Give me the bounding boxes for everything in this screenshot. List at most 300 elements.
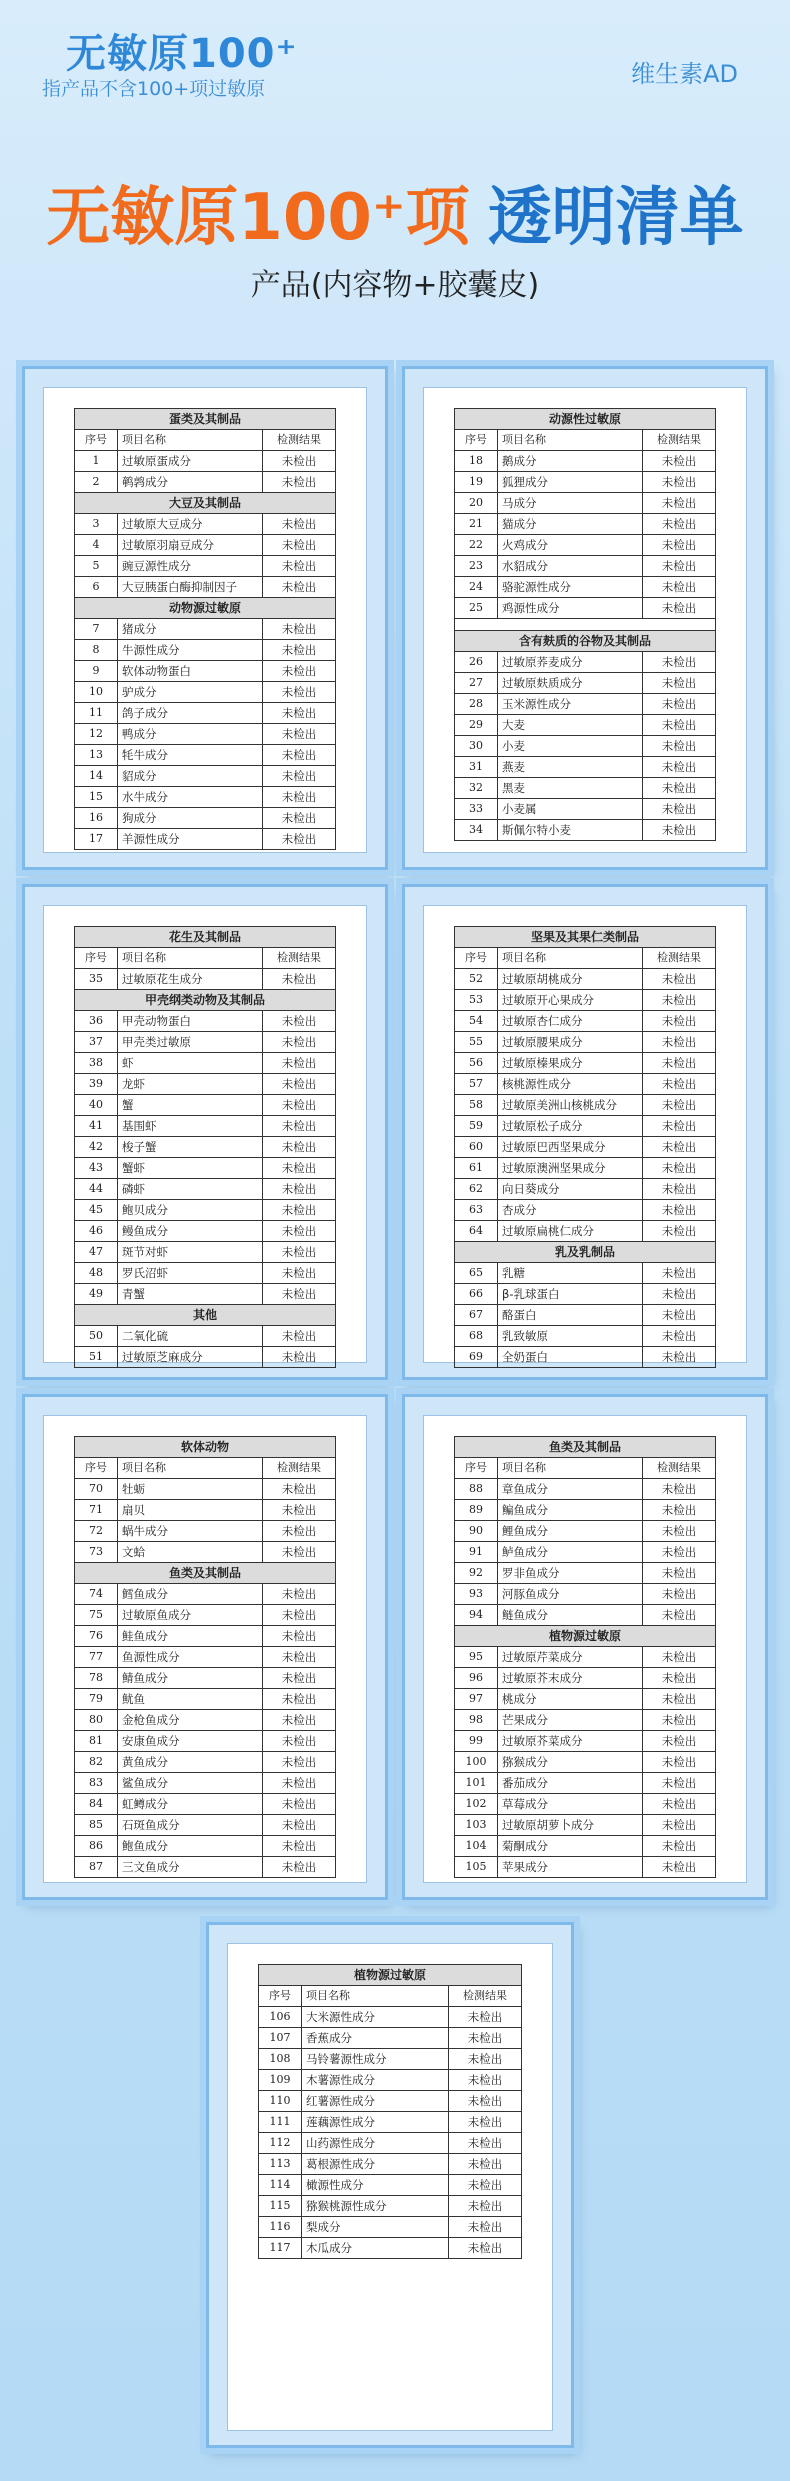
item-number: 96 bbox=[455, 1668, 498, 1689]
item-number: 52 bbox=[455, 969, 498, 990]
item-name: 鲨鱼成分 bbox=[118, 1773, 263, 1794]
item-result: 未检出 bbox=[643, 652, 716, 673]
table-row bbox=[259, 2133, 522, 2154]
item-result: 未检出 bbox=[643, 1710, 716, 1731]
item-number: 11 bbox=[75, 703, 118, 724]
item-number: 112 bbox=[259, 2133, 302, 2154]
table-row bbox=[259, 2091, 522, 2112]
item-number: 54 bbox=[455, 1011, 498, 1032]
column-header-name: 项目名称 bbox=[498, 430, 643, 451]
item-result: 未检出 bbox=[643, 514, 716, 535]
item-name: 过敏原开心果成分 bbox=[498, 990, 643, 1011]
section-header bbox=[75, 990, 336, 1011]
section-title: 鱼类及其制品 bbox=[455, 1437, 716, 1458]
table-row bbox=[75, 535, 336, 556]
item-number: 31 bbox=[455, 757, 498, 778]
item-number: 13 bbox=[75, 745, 118, 766]
item-name: 虹鳟成分 bbox=[118, 1794, 263, 1815]
allergen-table bbox=[258, 1964, 522, 2259]
table-row bbox=[455, 1773, 716, 1794]
item-name: 驴成分 bbox=[118, 682, 263, 703]
item-name: 过敏原荞麦成分 bbox=[498, 652, 643, 673]
item-result: 未检出 bbox=[263, 1074, 336, 1095]
table-row bbox=[75, 661, 336, 682]
item-result: 未检出 bbox=[643, 1500, 716, 1521]
table-row bbox=[455, 1542, 716, 1563]
table-row bbox=[75, 1626, 336, 1647]
item-number: 116 bbox=[259, 2217, 302, 2238]
panel-7 bbox=[206, 1922, 574, 2448]
section-title: 植物源过敏原 bbox=[259, 1965, 522, 1986]
item-result: 未检出 bbox=[643, 1011, 716, 1032]
item-name: 骆驼源性成分 bbox=[498, 577, 643, 598]
item-number: 100 bbox=[455, 1752, 498, 1773]
item-name: 大豆胰蛋白酶抑制因子 bbox=[118, 577, 263, 598]
item-number: 72 bbox=[75, 1521, 118, 1542]
item-result: 未检出 bbox=[263, 829, 336, 850]
item-name: 玉米源性成分 bbox=[498, 694, 643, 715]
panel-2 bbox=[402, 366, 768, 870]
table-row bbox=[75, 829, 336, 850]
item-name: 龙虾 bbox=[118, 1074, 263, 1095]
item-name: 过敏原榛果成分 bbox=[498, 1053, 643, 1074]
item-name: 过敏原澳洲坚果成分 bbox=[498, 1158, 643, 1179]
table-row bbox=[455, 535, 716, 556]
table-row bbox=[75, 1605, 336, 1626]
table-row bbox=[259, 2217, 522, 2238]
item-number: 51 bbox=[75, 1347, 118, 1368]
item-number: 69 bbox=[455, 1347, 498, 1368]
column-header-row bbox=[455, 430, 716, 451]
item-name: 虾 bbox=[118, 1053, 263, 1074]
item-number: 78 bbox=[75, 1668, 118, 1689]
item-number: 85 bbox=[75, 1815, 118, 1836]
item-result: 未检出 bbox=[643, 820, 716, 841]
item-number: 18 bbox=[455, 451, 498, 472]
table-row bbox=[455, 1731, 716, 1752]
item-result: 未检出 bbox=[643, 694, 716, 715]
table-row bbox=[455, 1563, 716, 1584]
table-row bbox=[75, 969, 336, 990]
table-row bbox=[455, 472, 716, 493]
item-name: 芒果成分 bbox=[498, 1710, 643, 1731]
table-row bbox=[75, 745, 336, 766]
item-name: 过敏原麸质成分 bbox=[498, 673, 643, 694]
item-name: 蟹 bbox=[118, 1095, 263, 1116]
table-row bbox=[75, 1263, 336, 1284]
item-name: 鲢鱼成分 bbox=[498, 1605, 643, 1626]
item-name: 蜗牛成分 bbox=[118, 1521, 263, 1542]
item-result: 未检出 bbox=[263, 1137, 336, 1158]
column-header-name: 项目名称 bbox=[118, 948, 263, 969]
item-result: 未检出 bbox=[643, 1521, 716, 1542]
table-row bbox=[75, 1689, 336, 1710]
item-name: 牛源性成分 bbox=[118, 640, 263, 661]
item-result: 未检出 bbox=[263, 1710, 336, 1731]
item-number: 45 bbox=[75, 1200, 118, 1221]
panel-5 bbox=[22, 1394, 388, 1900]
item-result: 未检出 bbox=[643, 451, 716, 472]
item-name: 牦牛成分 bbox=[118, 745, 263, 766]
column-header-row bbox=[259, 1986, 522, 2007]
spacer-row bbox=[455, 619, 716, 631]
item-number: 107 bbox=[259, 2028, 302, 2049]
table-row bbox=[455, 778, 716, 799]
item-number: 44 bbox=[75, 1179, 118, 1200]
table-row bbox=[75, 1521, 336, 1542]
table-row bbox=[455, 1794, 716, 1815]
section-title: 蛋类及其制品 bbox=[75, 409, 336, 430]
item-name: 过敏原巴西坚果成分 bbox=[498, 1137, 643, 1158]
item-number: 86 bbox=[75, 1836, 118, 1857]
item-number: 64 bbox=[455, 1221, 498, 1242]
column-header-row bbox=[75, 948, 336, 969]
item-number: 49 bbox=[75, 1284, 118, 1305]
item-result: 未检出 bbox=[643, 493, 716, 514]
column-header-no: 序号 bbox=[259, 1986, 302, 2007]
table-row bbox=[75, 1011, 336, 1032]
item-result: 未检出 bbox=[643, 1647, 716, 1668]
item-result: 未检出 bbox=[643, 1326, 716, 1347]
item-name: 鲭鱼成分 bbox=[118, 1668, 263, 1689]
table-row bbox=[455, 673, 716, 694]
table-row bbox=[455, 820, 716, 841]
spacer-cell bbox=[455, 619, 716, 631]
column-header-result: 检测结果 bbox=[263, 948, 336, 969]
item-number: 42 bbox=[75, 1137, 118, 1158]
item-result: 未检出 bbox=[263, 1731, 336, 1752]
item-result: 未检出 bbox=[263, 1836, 336, 1857]
item-number: 92 bbox=[455, 1563, 498, 1584]
item-number: 3 bbox=[75, 514, 118, 535]
section-title: 植物源过敏原 bbox=[455, 1626, 716, 1647]
item-name: 过敏原杏仁成分 bbox=[498, 1011, 643, 1032]
item-result: 未检出 bbox=[263, 535, 336, 556]
section-header bbox=[455, 1626, 716, 1647]
table-row bbox=[75, 682, 336, 703]
item-result: 未检出 bbox=[643, 556, 716, 577]
allergen-table bbox=[74, 1436, 336, 1878]
item-name: 过敏原美洲山核桃成分 bbox=[498, 1095, 643, 1116]
item-number: 10 bbox=[75, 682, 118, 703]
item-name: 过敏原芹菜成分 bbox=[498, 1647, 643, 1668]
item-number: 39 bbox=[75, 1074, 118, 1095]
table-row bbox=[455, 736, 716, 757]
table-row bbox=[455, 1605, 716, 1626]
item-name: 红薯源性成分 bbox=[302, 2091, 449, 2112]
table-row bbox=[75, 1221, 336, 1242]
item-result: 未检出 bbox=[263, 969, 336, 990]
item-name: 桃成分 bbox=[498, 1689, 643, 1710]
item-result: 未检出 bbox=[263, 577, 336, 598]
table-row bbox=[75, 1584, 336, 1605]
item-result: 未检出 bbox=[263, 1584, 336, 1605]
item-result: 未检出 bbox=[643, 1731, 716, 1752]
allergen-table bbox=[454, 1436, 716, 1878]
item-number: 80 bbox=[75, 1710, 118, 1731]
item-number: 102 bbox=[455, 1794, 498, 1815]
item-name: 过敏原羽扇豆成分 bbox=[118, 535, 263, 556]
section-header bbox=[75, 1305, 336, 1326]
item-name: 莲藕源性成分 bbox=[302, 2112, 449, 2133]
item-number: 68 bbox=[455, 1326, 498, 1347]
item-name: 过敏原胡萝卜成分 bbox=[498, 1815, 643, 1836]
item-name: 羊源性成分 bbox=[118, 829, 263, 850]
item-number: 71 bbox=[75, 1500, 118, 1521]
item-number: 53 bbox=[455, 990, 498, 1011]
column-header-row bbox=[75, 430, 336, 451]
item-result: 未检出 bbox=[263, 1500, 336, 1521]
item-number: 55 bbox=[455, 1032, 498, 1053]
item-result: 未检出 bbox=[643, 757, 716, 778]
table-row bbox=[75, 1500, 336, 1521]
item-result: 未检出 bbox=[263, 1542, 336, 1563]
table-row bbox=[455, 1689, 716, 1710]
column-header-result: 检测结果 bbox=[643, 1458, 716, 1479]
item-number: 48 bbox=[75, 1263, 118, 1284]
item-name: 向日葵成分 bbox=[498, 1179, 643, 1200]
item-result: 未检出 bbox=[643, 1032, 716, 1053]
item-result: 未检出 bbox=[263, 682, 336, 703]
item-result: 未检出 bbox=[263, 1668, 336, 1689]
panel-card bbox=[423, 387, 747, 853]
item-name: 大米源性成分 bbox=[302, 2007, 449, 2028]
table-row bbox=[75, 619, 336, 640]
table-row bbox=[259, 2238, 522, 2259]
column-header-no: 序号 bbox=[455, 430, 498, 451]
title-part-1: 无敏原100⁺项 bbox=[46, 181, 470, 255]
item-result: 未检出 bbox=[263, 1158, 336, 1179]
panel-3 bbox=[22, 884, 388, 1380]
item-name: 橄源性成分 bbox=[302, 2175, 449, 2196]
item-result: 未检出 bbox=[643, 598, 716, 619]
table-row bbox=[75, 1857, 336, 1878]
table-row bbox=[455, 1347, 716, 1368]
item-name: 过敏原蛋成分 bbox=[118, 451, 263, 472]
table-row bbox=[455, 1647, 716, 1668]
item-number: 28 bbox=[455, 694, 498, 715]
item-result: 未检出 bbox=[643, 1347, 716, 1368]
table-row bbox=[75, 1347, 336, 1368]
section-header bbox=[455, 1242, 716, 1263]
table-row bbox=[455, 1584, 716, 1605]
item-result: 未检出 bbox=[263, 1605, 336, 1626]
item-number: 22 bbox=[455, 535, 498, 556]
item-number: 77 bbox=[75, 1647, 118, 1668]
section-header bbox=[75, 409, 336, 430]
item-name: 马成分 bbox=[498, 493, 643, 514]
item-name: 梨成分 bbox=[302, 2217, 449, 2238]
item-result: 未检出 bbox=[263, 1857, 336, 1878]
table-row bbox=[455, 1710, 716, 1731]
item-result: 未检出 bbox=[449, 2007, 522, 2028]
item-number: 90 bbox=[455, 1521, 498, 1542]
item-result: 未检出 bbox=[263, 724, 336, 745]
item-name: 河豚鱼成分 bbox=[498, 1584, 643, 1605]
item-name: 二氧化硫 bbox=[118, 1326, 263, 1347]
section-header bbox=[75, 927, 336, 948]
item-number: 43 bbox=[75, 1158, 118, 1179]
table-row bbox=[455, 1116, 716, 1137]
item-number: 113 bbox=[259, 2154, 302, 2175]
column-header-result: 检测结果 bbox=[263, 1458, 336, 1479]
column-header-no: 序号 bbox=[455, 1458, 498, 1479]
item-result: 未检出 bbox=[643, 1305, 716, 1326]
item-number: 40 bbox=[75, 1095, 118, 1116]
item-result: 未检出 bbox=[643, 1158, 716, 1179]
item-result: 未检出 bbox=[643, 1095, 716, 1116]
table-row bbox=[75, 1053, 336, 1074]
item-number: 38 bbox=[75, 1053, 118, 1074]
item-number: 94 bbox=[455, 1605, 498, 1626]
item-name: β-乳球蛋白 bbox=[498, 1284, 643, 1305]
table-row bbox=[455, 1095, 716, 1116]
item-number: 24 bbox=[455, 577, 498, 598]
item-result: 未检出 bbox=[263, 1242, 336, 1263]
item-name: 鸽子成分 bbox=[118, 703, 263, 724]
table-row bbox=[455, 1836, 716, 1857]
item-number: 56 bbox=[455, 1053, 498, 1074]
item-result: 未检出 bbox=[263, 556, 336, 577]
item-name: 香蕉成分 bbox=[302, 2028, 449, 2049]
item-name: 木薯源性成分 bbox=[302, 2070, 449, 2091]
item-number: 101 bbox=[455, 1773, 498, 1794]
item-result: 未检出 bbox=[449, 2070, 522, 2091]
item-result: 未检出 bbox=[643, 1542, 716, 1563]
item-name: 猪成分 bbox=[118, 619, 263, 640]
item-number: 9 bbox=[75, 661, 118, 682]
item-result: 未检出 bbox=[263, 1116, 336, 1137]
table-row bbox=[75, 577, 336, 598]
item-result: 未检出 bbox=[263, 808, 336, 829]
item-result: 未检出 bbox=[263, 1752, 336, 1773]
table-row bbox=[75, 1815, 336, 1836]
item-name: 安康鱼成分 bbox=[118, 1731, 263, 1752]
item-name: 酪蛋白 bbox=[498, 1305, 643, 1326]
item-name: 水牛成分 bbox=[118, 787, 263, 808]
table-row bbox=[455, 1326, 716, 1347]
item-result: 未检出 bbox=[263, 1053, 336, 1074]
item-result: 未检出 bbox=[449, 2028, 522, 2049]
item-result: 未检出 bbox=[643, 778, 716, 799]
column-header-name: 项目名称 bbox=[118, 1458, 263, 1479]
item-number: 74 bbox=[75, 1584, 118, 1605]
item-name: 鱼源性成分 bbox=[118, 1647, 263, 1668]
section-title: 鱼类及其制品 bbox=[75, 1563, 336, 1584]
section-title: 花生及其制品 bbox=[75, 927, 336, 948]
section-title: 甲壳纲类动物及其制品 bbox=[75, 990, 336, 1011]
item-name: 狗成分 bbox=[118, 808, 263, 829]
table-row bbox=[75, 451, 336, 472]
item-number: 66 bbox=[455, 1284, 498, 1305]
item-number: 58 bbox=[455, 1095, 498, 1116]
item-number: 6 bbox=[75, 577, 118, 598]
table-row bbox=[455, 652, 716, 673]
table-row bbox=[75, 514, 336, 535]
table-row bbox=[455, 1815, 716, 1836]
column-header-row bbox=[455, 948, 716, 969]
item-name: 黑麦 bbox=[498, 778, 643, 799]
column-header-result: 检测结果 bbox=[449, 1986, 522, 2007]
item-name: 鲍贝成分 bbox=[118, 1200, 263, 1221]
table-row bbox=[75, 1326, 336, 1347]
item-number: 26 bbox=[455, 652, 498, 673]
item-name: 水貂成分 bbox=[498, 556, 643, 577]
table-row bbox=[75, 787, 336, 808]
table-row bbox=[259, 2112, 522, 2133]
item-number: 32 bbox=[455, 778, 498, 799]
item-name: 猕猴桃源性成分 bbox=[302, 2196, 449, 2217]
item-name: 过敏原芥菜成分 bbox=[498, 1731, 643, 1752]
table-row bbox=[259, 2175, 522, 2196]
section-title: 软体动物 bbox=[75, 1437, 336, 1458]
item-result: 未检出 bbox=[263, 1479, 336, 1500]
item-result: 未检出 bbox=[643, 1689, 716, 1710]
item-number: 14 bbox=[75, 766, 118, 787]
item-name: 全奶蛋白 bbox=[498, 1347, 643, 1368]
item-name: 梭子蟹 bbox=[118, 1137, 263, 1158]
panel-card bbox=[227, 1943, 553, 2431]
item-result: 未检出 bbox=[643, 1179, 716, 1200]
item-number: 88 bbox=[455, 1479, 498, 1500]
item-name: 过敏原胡桃成分 bbox=[498, 969, 643, 990]
item-number: 46 bbox=[75, 1221, 118, 1242]
item-name: 鹅成分 bbox=[498, 451, 643, 472]
item-number: 91 bbox=[455, 1542, 498, 1563]
table-row bbox=[455, 1011, 716, 1032]
item-number: 41 bbox=[75, 1116, 118, 1137]
item-result: 未检出 bbox=[263, 1221, 336, 1242]
item-name: 大麦 bbox=[498, 715, 643, 736]
item-number: 47 bbox=[75, 1242, 118, 1263]
table-row bbox=[75, 1731, 336, 1752]
item-number: 12 bbox=[75, 724, 118, 745]
table-row bbox=[75, 1200, 336, 1221]
item-name: 基围虾 bbox=[118, 1116, 263, 1137]
item-name: 鳕鱼成分 bbox=[118, 1584, 263, 1605]
item-result: 未检出 bbox=[263, 1689, 336, 1710]
item-number: 62 bbox=[455, 1179, 498, 1200]
panel-card bbox=[423, 1415, 747, 1883]
table-row bbox=[455, 1032, 716, 1053]
item-name: 过敏原芝麻成分 bbox=[118, 1347, 263, 1368]
item-name: 葛根源性成分 bbox=[302, 2154, 449, 2175]
table-row bbox=[75, 1794, 336, 1815]
table-row bbox=[455, 577, 716, 598]
table-row bbox=[455, 1158, 716, 1179]
item-number: 57 bbox=[455, 1074, 498, 1095]
item-result: 未检出 bbox=[643, 472, 716, 493]
item-result: 未检出 bbox=[263, 514, 336, 535]
item-result: 未检出 bbox=[449, 2049, 522, 2070]
table-row bbox=[455, 969, 716, 990]
item-number: 4 bbox=[75, 535, 118, 556]
item-number: 109 bbox=[259, 2070, 302, 2091]
item-number: 99 bbox=[455, 1731, 498, 1752]
item-name: 貂成分 bbox=[118, 766, 263, 787]
item-number: 87 bbox=[75, 1857, 118, 1878]
item-name: 猕猴成分 bbox=[498, 1752, 643, 1773]
item-result: 未检出 bbox=[643, 1836, 716, 1857]
section-header bbox=[455, 927, 716, 948]
panel-card bbox=[423, 905, 747, 1363]
item-number: 29 bbox=[455, 715, 498, 736]
item-number: 30 bbox=[455, 736, 498, 757]
item-name: 罗氏沼虾 bbox=[118, 1263, 263, 1284]
item-name: 过敏原腰果成分 bbox=[498, 1032, 643, 1053]
item-name: 磷虾 bbox=[118, 1179, 263, 1200]
item-result: 未检出 bbox=[263, 1815, 336, 1836]
